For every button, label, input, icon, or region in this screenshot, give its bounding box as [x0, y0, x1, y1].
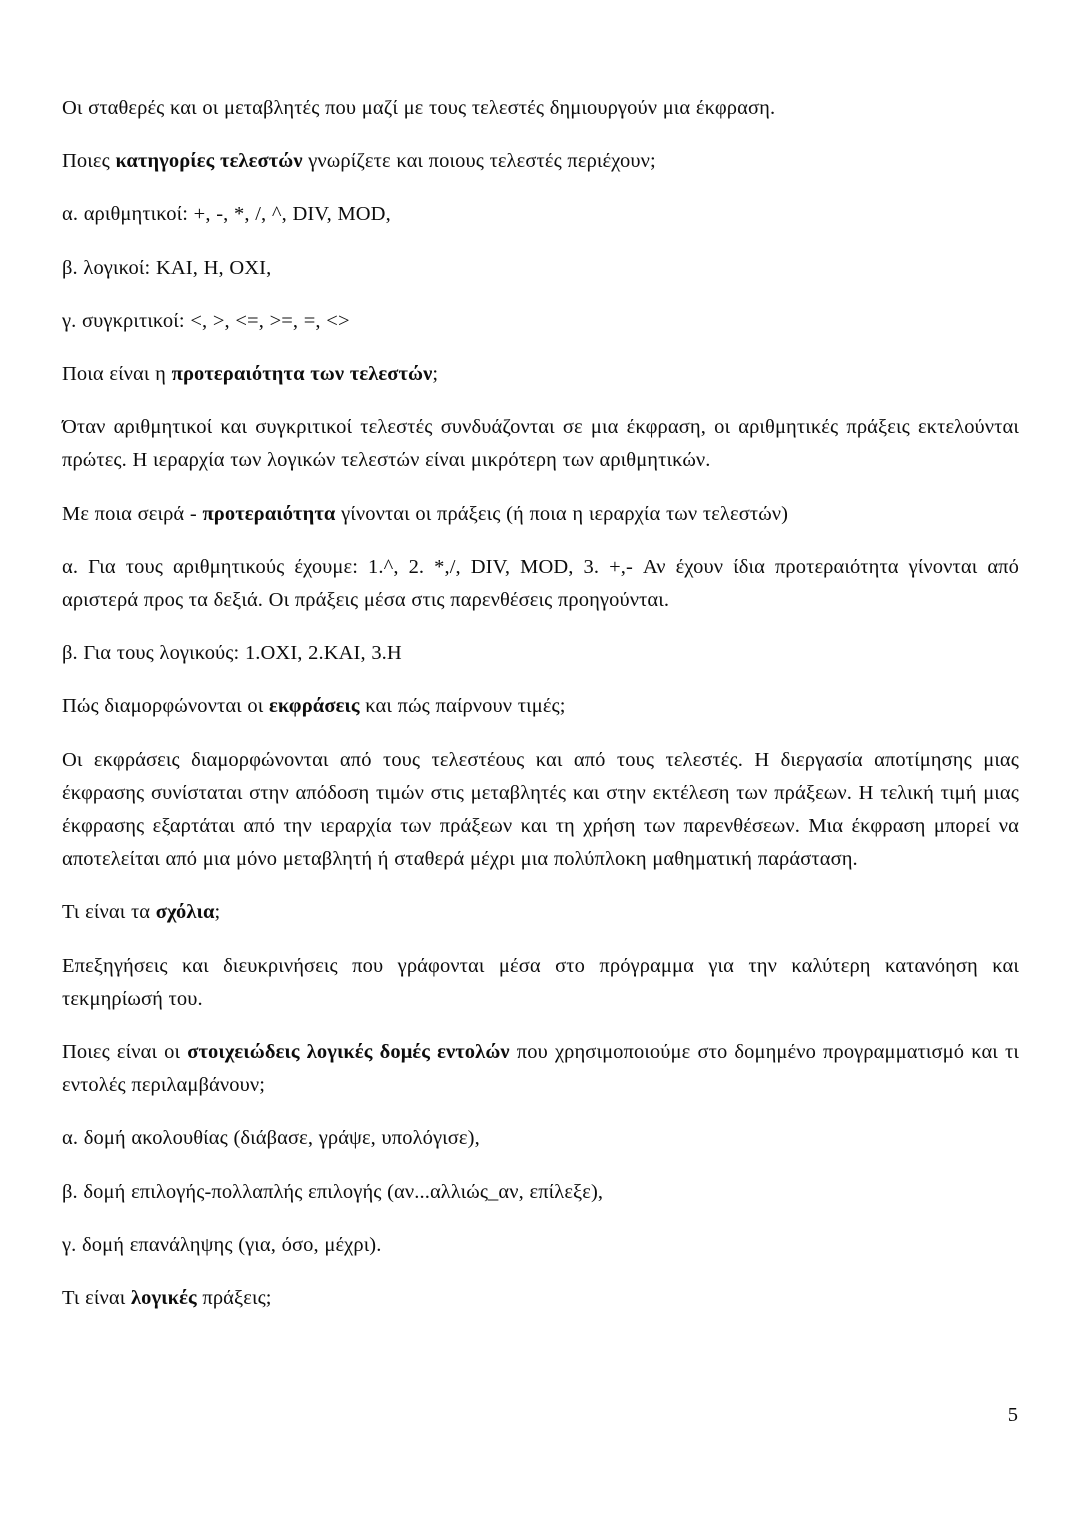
body-text: α. αριθμητικοί: +, -, *, /, ^, DIV, MOD, [62, 203, 391, 226]
paragraph-answer-selection-structure [62, 1176, 1019, 1209]
emphasis-text: λογικές [130, 1287, 197, 1310]
body-text: που χρησιμοποιούμε στο δομημένο προγραμματισμό και τι εντολές περιλαμβάνουν; [62, 1041, 1019, 1097]
paragraph-answer-precedence-explanation [62, 411, 1019, 477]
paragraph-answer-sequence-structure [62, 1122, 1019, 1155]
paragraph-question-comments [62, 896, 1019, 929]
paragraph-question-logical-structures [62, 1036, 1019, 1102]
paragraph-answer-logical-operators [62, 252, 1019, 285]
body-text: Ποια είναι η [62, 363, 172, 386]
body-text: Τι είναι τα [62, 901, 156, 924]
body-text: ; [432, 363, 439, 386]
body-text: και πώς παίρνουν τιμές; [359, 695, 566, 718]
body-text: Τι είναι [62, 1287, 131, 1310]
body-text: Ποιες είναι οι [62, 1041, 188, 1064]
emphasis-text: εκφράσεις [269, 695, 360, 718]
paragraph-answer-comments-explanation [62, 950, 1019, 1016]
paragraph-question-operator-categories [62, 145, 1019, 178]
body-text: Όταν αριθμητικοί και συγκριτικοί τελεστές συνδυάζονται σε μια έκφραση, οι αριθμητικές πράξεις εκτελούνται πρώτες. Η ιεραρχία των λογικών τελεστών είναι μικρότερη των αριθμητικών. [62, 416, 1019, 472]
body-text: γ. συγκριτικοί: <, >, <=, >=, =, <> [62, 309, 350, 332]
body-text: Επεξηγήσεις και διευκρινήσεις που γράφονται μέσα στο πρόγραμμα για την καλύτερη κατανόηση και τεκμηρίωσή του. [62, 954, 1019, 1010]
paragraph-question-operator-precedence [62, 358, 1019, 391]
emphasis-text: σχόλια [155, 901, 215, 924]
emphasis-text: προτεραιότητα των τελεστών [171, 363, 433, 386]
paragraph-answer-arithmetic-order [62, 551, 1019, 617]
paragraph-answer-arithmetic-operators [62, 198, 1019, 231]
body-text: Ποιες [62, 150, 116, 173]
emphasis-text: στοιχειώδεις λογικές δομές εντολών [187, 1041, 510, 1064]
body-text: β. δομή επιλογής-πολλαπλής επιλογής (αν...αλλιώς_αν, επίλεξε), [62, 1180, 604, 1203]
body-text: Οι εκφράσεις διαμορφώνονται από τους τελεστέους και από τους τελεστές. Η διεργασία αποτίμησης μιας έκφρασης συνίσταται στην απόδοση τιμών στις μεταβλητές και στην εκτέλεση των πράξεων. Η τελική τιμή μιας έκφρασης εξαρτάται από την ιεραρχία των πράξεων και τη χρήση των παρενθέσεων. Μια έκφραση μπορεί να αποτελείται από μια μόνο μεταβλητή ή σταθερά μέχρι μια πολύπλοκη μαθηματική παράσταση. [62, 748, 1019, 871]
paragraph-question-operation-order [62, 498, 1019, 531]
paragraph-question-logical-operations [62, 1282, 1019, 1315]
emphasis-text: προτεραιότητα [202, 502, 336, 525]
body-text: πράξεις; [196, 1287, 272, 1310]
body-text: ; [214, 901, 221, 924]
paragraph-answer-logical-order [62, 637, 1019, 670]
paragraph-intro-definition [62, 92, 1019, 125]
body-text: α. Για τους αριθμητικούς έχουμε: 1.^, 2. *,/, DIV, MOD, 3. +,- Αν έχουν ίδια προτεραιότητα γίνονται από αριστερά προς τα δεξιά. Οι πράξεις μέσα στις παρενθέσεις προηγούνται. [62, 555, 1019, 612]
paragraph-question-expressions [62, 690, 1019, 723]
page-number: 5 [1007, 1404, 1018, 1426]
body-text: Οι σταθερές και οι μεταβλητές που μαζί με τους τελεστές δημιουργούν μια έκφραση. [62, 97, 776, 119]
emphasis-text: κατηγορίες τελεστών [115, 150, 303, 173]
paragraph-answer-comparison-operators [62, 305, 1019, 338]
body-text: γνωρίζετε και ποιους τελεστές περιέχουν; [302, 150, 656, 173]
body-text: γ. δομή επανάληψης (για, όσο, μέχρι). [62, 1233, 382, 1256]
body-text: Πώς διαμορφώνονται οι [62, 695, 270, 718]
paragraph-answer-repetition-structure [62, 1229, 1019, 1262]
body-text: Με ποια σειρά - [62, 502, 203, 525]
body-text: β. λογικοί: ΚΑΙ, Η, ΟΧΙ, [62, 256, 272, 279]
body-text: β. Για τους λογικούς: 1.ΟΧΙ, 2.ΚΑΙ, 3.Η [62, 642, 402, 665]
body-text: γίνονται οι πράξεις (ή ποια η ιεραρχία των τελεστών) [335, 502, 789, 525]
body-text: α. δομή ακολουθίας (διάβασε, γράψε, υπολόγισε), [62, 1127, 480, 1150]
paragraph-answer-expressions-explanation [62, 744, 1019, 877]
document-body [62, 92, 1019, 1335]
